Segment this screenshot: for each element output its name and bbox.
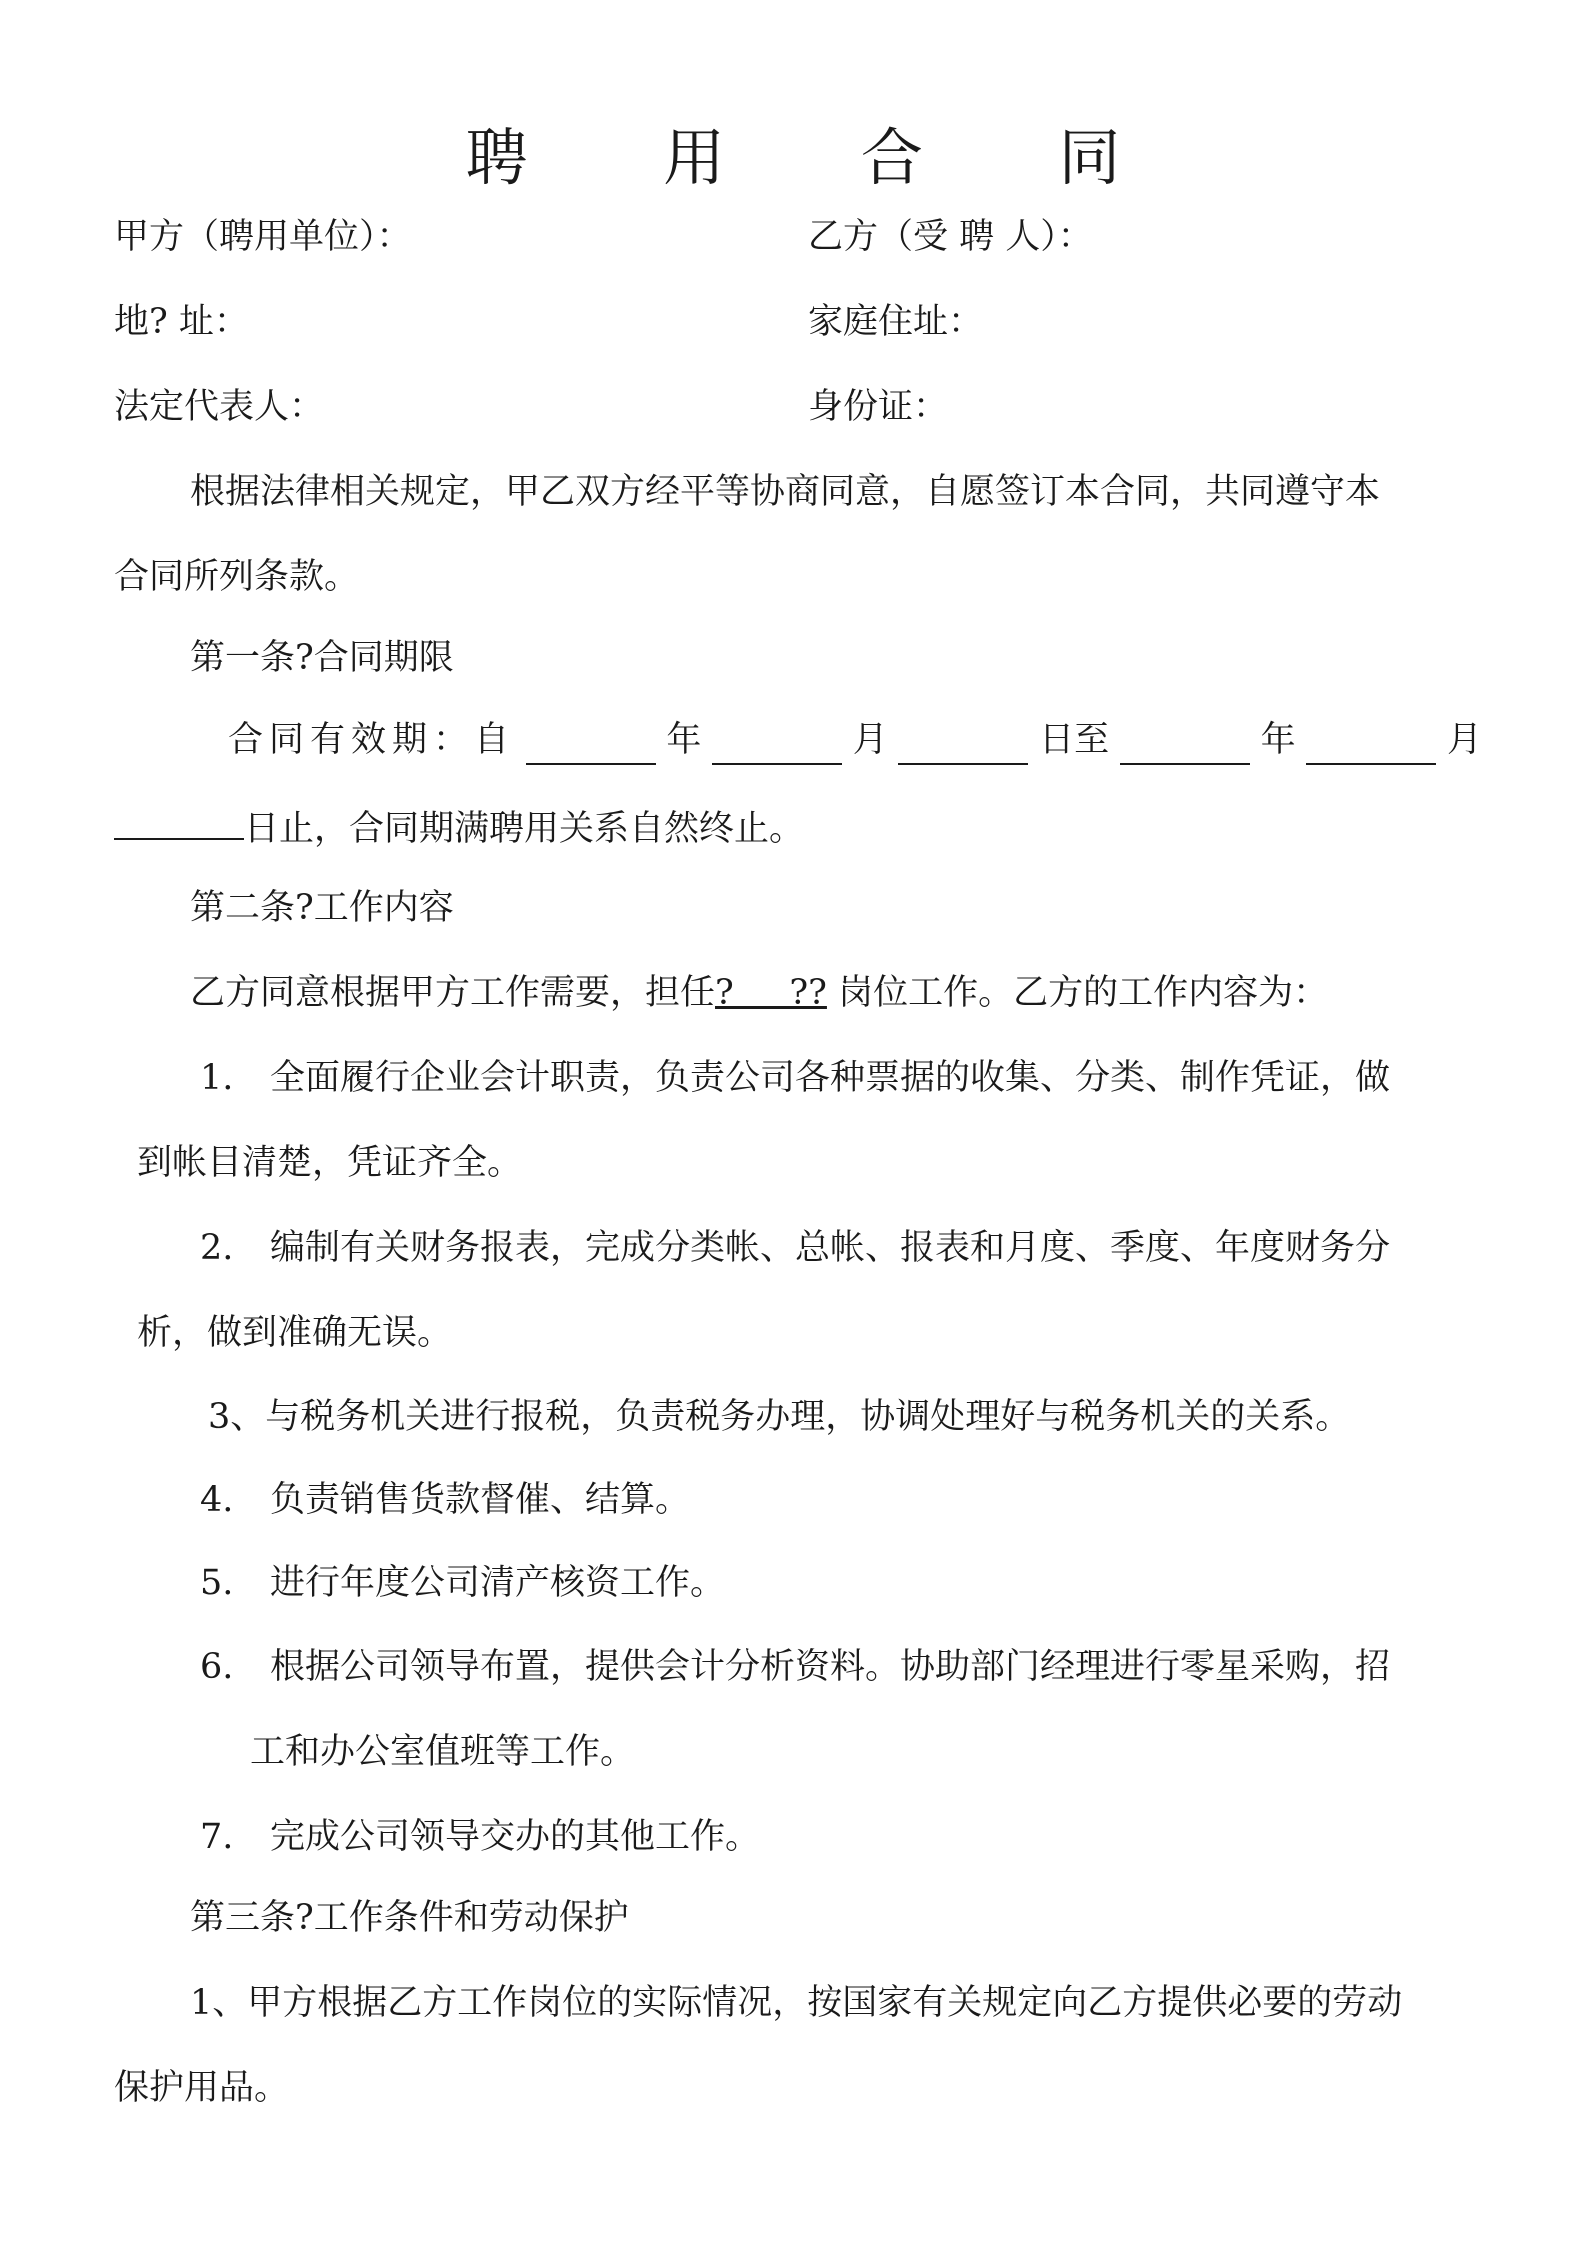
article2-heading: 第二条?工作内容 <box>190 888 454 928</box>
duty-item-number: 3、 <box>208 1397 266 1437</box>
party-a-address-label: 地? 址： <box>114 302 249 342</box>
article3-heading: 第三条?工作条件和劳动保护 <box>190 1898 629 1938</box>
party-b-employee-label: 乙方（受 聘 人）： <box>808 217 1093 257</box>
term-end-text: 日止，合同期满聘用关系自然终止。 <box>244 809 805 849</box>
duty-item-1 <box>200 1053 1390 1103</box>
term-end-line <box>114 802 804 854</box>
end-year-blank[interactable] <box>1120 727 1250 765</box>
article2-intro <box>190 968 1328 1018</box>
term-intro: 合同有效期：自 <box>228 720 516 760</box>
preamble-line-1: 根据法律相关规定，甲乙双方经平等协商同意，自愿签订本合同，共同遵守本 <box>190 472 1381 512</box>
start-month-label: 月 <box>852 720 888 760</box>
duty-item-text: 进行年度公司清产核资工作。 <box>270 1563 726 1603</box>
duty-item-number: 1. <box>200 1058 234 1098</box>
duty-item-number: 2. <box>200 1228 234 1268</box>
duty-item-text: 全面履行企业会计职责，负责公司各种票据的收集、分类、制作凭证，做 <box>270 1058 1391 1098</box>
start-year-label: 年 <box>666 720 702 760</box>
contract-term-row <box>228 715 1482 765</box>
duty-item-2 <box>200 1223 1390 1273</box>
duty-item-text: 编制有关财务报表，完成分类帐、总帐、报表和月度、季度、年度财务分 <box>270 1228 1391 1268</box>
duty-item-7 <box>200 1812 760 1862</box>
duty-item-text: 根据公司领导布置，提供会计分析资料。协助部门经理进行零星采购，招 <box>270 1647 1391 1687</box>
party-b-id-label: 身份证： <box>808 387 949 427</box>
position-blank[interactable]: ? ?? <box>715 973 827 1013</box>
duty-item-2-continued: 析，做到准确无误。 <box>137 1313 453 1353</box>
article3-item1-line2: 保护用品。 <box>114 2068 290 2108</box>
duty-item-5 <box>200 1558 725 1608</box>
article2-intro-after: 岗位工作。乙方的工作内容为： <box>826 973 1329 1013</box>
end-day-blank[interactable] <box>114 802 244 840</box>
preamble-line-2: 合同所列条款。 <box>114 557 360 597</box>
duty-item-number: 5. <box>200 1563 234 1603</box>
duty-item-6 <box>200 1642 1390 1692</box>
end-month-blank[interactable] <box>1306 727 1436 765</box>
start-year-blank[interactable] <box>526 727 656 765</box>
duty-item-number: 6. <box>200 1647 234 1687</box>
day-to-label: 日至 <box>1039 720 1110 760</box>
duty-item-text: 与税务机关进行报税，负责税务办理，协调处理好与税务机关的关系。 <box>265 1397 1351 1437</box>
duty-item-3 <box>208 1392 1350 1442</box>
article1-heading: 第一条?合同期限 <box>190 638 454 678</box>
duty-item-text: 完成公司领导交办的其他工作。 <box>270 1817 761 1857</box>
duty-item-4 <box>200 1475 690 1525</box>
duty-item-number: 7. <box>200 1817 234 1857</box>
party-a-unit-label: 甲方（聘用单位）： <box>114 217 412 257</box>
duty-item-text: 负责销售货款督催、结算。 <box>270 1480 691 1520</box>
page-title: 聘 用 合 同 <box>465 121 1179 194</box>
start-day-blank[interactable] <box>898 727 1028 765</box>
end-month-label: 月 <box>1446 720 1482 760</box>
duty-item-6-continued: 工和办公室值班等工作。 <box>250 1732 636 1772</box>
article3-item1-line1: 1、甲方根据乙方工作岗位的实际情况，按国家有关规定向乙方提供必要的劳动 <box>190 1983 1403 2023</box>
end-year-label: 年 <box>1260 720 1296 760</box>
article2-intro-before: 乙方同意根据甲方工作需要，担任 <box>190 973 716 1013</box>
duty-item-number: 4. <box>200 1480 234 1520</box>
party-b-home-label: 家庭住址： <box>808 302 984 342</box>
party-a-rep-label: 法定代表人： <box>114 387 325 427</box>
start-month-blank[interactable] <box>712 727 842 765</box>
duty-item-1-continued: 到帐目清楚，凭证齐全。 <box>137 1143 523 1183</box>
